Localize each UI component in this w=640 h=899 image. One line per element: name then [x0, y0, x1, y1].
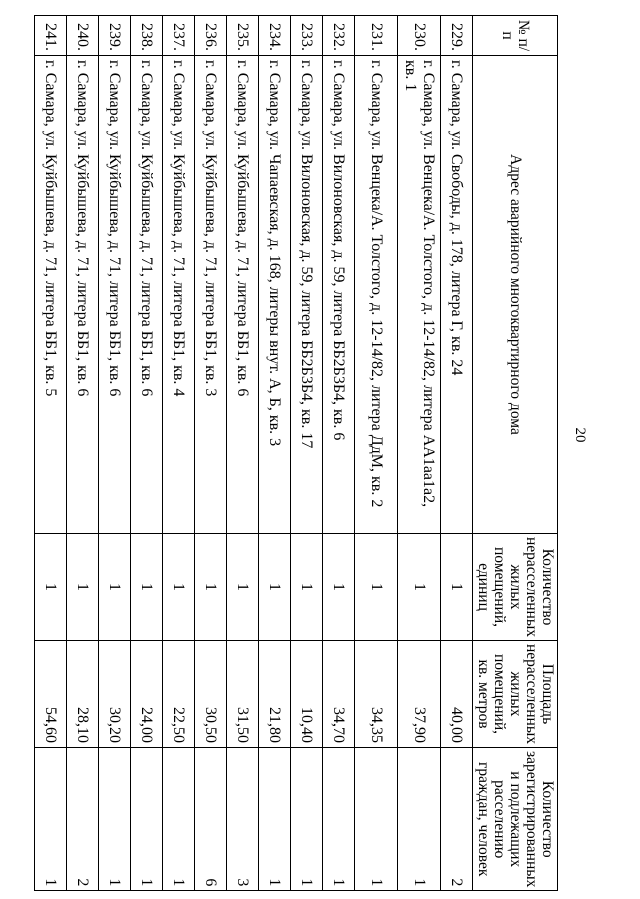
row-residents: 1 [259, 748, 291, 891]
row-residents: 1 [323, 748, 355, 891]
row-residents: 2 [441, 748, 473, 891]
table-row [398, 16, 441, 891]
row-area: 22,50 [163, 641, 195, 748]
row-count: 1 [163, 534, 195, 641]
row-area: 31,50 [227, 641, 259, 748]
table-row [131, 16, 163, 891]
row-num: 233. [291, 16, 323, 56]
row-area: 21,80 [259, 641, 291, 748]
row-address: г. Самара, ул. Куйбышева, д. 71, литера ББ1, кв. 4 [163, 56, 195, 534]
row-area: 28,10 [67, 641, 99, 748]
header-count: Количество нерасселенных жилых помещений, единиц [473, 534, 558, 641]
row-num: 240. [67, 16, 99, 56]
row-address: г. Самара, ул. Вилоновская, д. 59, литера ББ2Б3Б4, кв. 6 [323, 56, 355, 534]
row-area: 30,20 [99, 641, 131, 748]
row-address: г. Самара, ул. Куйбышева, д. 71, литера ББ1, кв. 6 [227, 56, 259, 534]
row-area: 24,00 [131, 641, 163, 748]
row-residents: 2 [67, 748, 99, 891]
row-residents: 1 [291, 748, 323, 891]
row-area: 54,60 [35, 641, 67, 748]
row-residents: 3 [227, 748, 259, 891]
row-residents: 6 [195, 748, 227, 891]
header-num: № п/п [473, 16, 558, 56]
row-residents: 1 [355, 748, 398, 891]
row-num: 238. [131, 16, 163, 56]
row-address: г. Самара, ул. Венцека/А. Толстого, д. 12-14/82, литера АА1аа1а2, кв. 1 [398, 56, 441, 534]
row-num: 232. [323, 16, 355, 56]
table-row [35, 16, 67, 891]
row-residents: 1 [398, 748, 441, 891]
row-count: 1 [99, 534, 131, 641]
row-area: 30,50 [195, 641, 227, 748]
row-count: 1 [291, 534, 323, 641]
header-residents: Количество зарегистрированных и подлежащих расселению граждан, человек [473, 748, 558, 891]
table-row [291, 16, 323, 891]
row-count: 1 [195, 534, 227, 641]
row-count: 1 [441, 534, 473, 641]
row-count: 1 [67, 534, 99, 641]
row-residents: 1 [35, 748, 67, 891]
table-row [259, 16, 291, 891]
row-num: 237. [163, 16, 195, 56]
row-count: 1 [398, 534, 441, 641]
table-row [227, 16, 259, 891]
row-address: г. Самара, ул. Вилоновская, д. 59, литера ББ2Б3Б4, кв. 17 [291, 56, 323, 534]
row-num: 230. [398, 16, 441, 56]
row-count: 1 [355, 534, 398, 641]
table-row [99, 16, 131, 891]
row-address: г. Самара, ул. Куйбышева, д. 71, литера ББ1, кв. 6 [67, 56, 99, 534]
row-address: г. Самара, ул. Свободы, д. 178, литера Г, кв. 24 [441, 56, 473, 534]
row-num: 236. [195, 16, 227, 56]
row-count: 1 [131, 534, 163, 641]
table-row [355, 16, 398, 891]
row-num: 229. [441, 16, 473, 56]
housing-table [34, 15, 558, 891]
row-address: г. Самара, ул. Куйбышева, д. 71, литера ББ1, кв. 5 [35, 56, 67, 534]
table-header-row [473, 16, 558, 891]
row-area: 40,00 [441, 641, 473, 748]
row-count: 1 [227, 534, 259, 641]
page-number: 20 [572, 427, 588, 443]
row-num: 234. [259, 16, 291, 56]
row-area: 37,90 [398, 641, 441, 748]
header-address: Адрес аварийного многоквартирного дома [473, 56, 558, 534]
row-address: г. Самара, ул. Куйбышева, д. 71, литера ББ1, кв. 6 [99, 56, 131, 534]
row-address: г. Самара, ул. Чапаевская, д. 168, литеры внут. А, Б, кв. 3 [259, 56, 291, 534]
row-address: г. Самара, ул. Куйбышева, д. 71, литера ББ1, кв. 6 [131, 56, 163, 534]
table-row [67, 16, 99, 891]
row-address: г. Самара, ул. Венцека/А. Толстого, д. 12-14/82, литера ДдМ, кв. 2 [355, 56, 398, 534]
table-row [163, 16, 195, 891]
row-count: 1 [259, 534, 291, 641]
row-area: 34,35 [355, 641, 398, 748]
row-num: 231. [355, 16, 398, 56]
row-count: 1 [35, 534, 67, 641]
table-row [323, 16, 355, 891]
row-num: 239. [99, 16, 131, 56]
row-area: 10,40 [291, 641, 323, 748]
row-residents: 1 [99, 748, 131, 891]
row-area: 34,70 [323, 641, 355, 748]
row-residents: 1 [163, 748, 195, 891]
table-row [441, 16, 473, 891]
header-area: Площадь нерасселенных жилых помещений, кв. метров [473, 641, 558, 748]
row-num: 235. [227, 16, 259, 56]
table-row [195, 16, 227, 891]
row-count: 1 [323, 534, 355, 641]
row-num: 241. [35, 16, 67, 56]
row-address: г. Самара, ул. Куйбышева, д. 71, литера ББ1, кв. 3 [195, 56, 227, 534]
row-residents: 1 [131, 748, 163, 891]
